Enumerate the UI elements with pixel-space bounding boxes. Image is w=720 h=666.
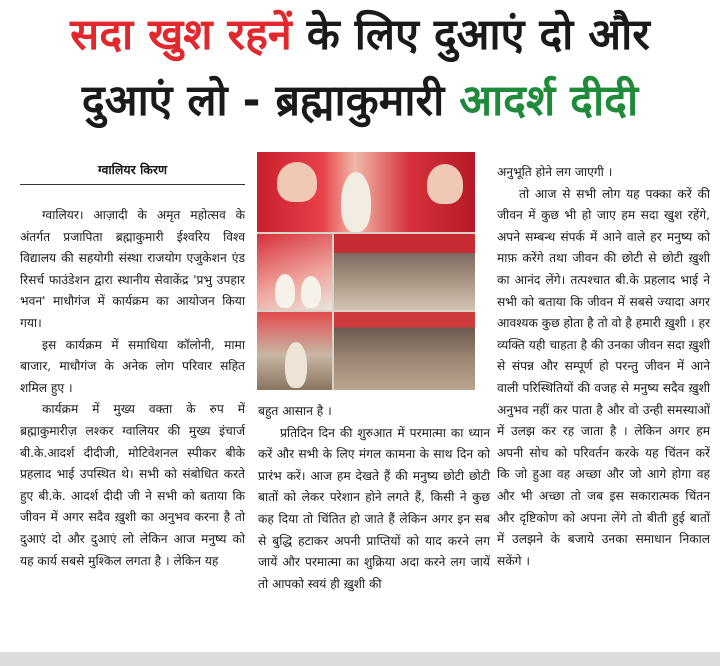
column1-paragraph: इस कार्यक्रम में समाधिया कॉलोनी, मामा बाजार, माधौगंज के अनेक लोग परिवार सहित शमिल हुए । [20,337,245,395]
article-column-2 [258,401,490,595]
headline-text-2: दुआएं लो - ब्रह्माकुमारी [81,76,460,126]
photo-portrait-guests [257,234,332,310]
headline-text-1: के लिए दुआएं दो और [291,10,650,60]
headline-highlight-green: आदर्श दीदी [459,76,639,126]
column3-paragraph: अनुभूति होने लग जाएगी । [497,165,613,179]
column2-paragraph: बहुत आसान है । [258,404,332,418]
headline-highlight-red: सदा खुश रहनें [70,10,292,60]
column2-paragraph: प्रतिदिन दिन की शुरुआत में परमात्मा का ध्यान करें और सभी के लिए मंगल कामना के साथ दिन को प्रारंभ करें। आज हम देखते हैं की मनुष्य छोटी छोटी बातों को लेकर परेशान होने लगते हैं, किसी ने कुछ कह दिया तो चिंतित हो जाते हैं लेकिन अगर इन सब से बुद्धि हटाकर अपनी प्राप्तियों को याद करने लग जायें और परमात्मा का शुक्रिया अदा करने लग जायें तो आपको स्वयं ही ख़ुशी की [258,425,490,591]
page-bottom-strip [0,652,720,666]
photo-speaker-podium [257,312,332,390]
headline-line-1 [0,10,720,60]
photo-stage-speaker [257,152,475,232]
article-column-3 [497,162,710,572]
article-column-1 [20,205,245,572]
photo-audience-seated [334,312,475,390]
headline-line-2 [0,76,720,126]
byline-divider [20,184,245,185]
column3-paragraph: तो आज से सभी लोग यह पक्का करें की जीवन में कुछ भी हो जाए हम सदा खुश रहेंगे, अपने सम्बन्ध संपर्क में आने वाले हर मनुष्य को माफ़ करेंगे तथा जीवन की छोटी से छोटी ख़ुशी का आनंद लेंगे। तत्पश्चात बी.के प्रहलाद भाई ने सभी को बताया कि जीवन में सबसे ज्यादा अगर आवश्यक कुछ होता है तो वो है हमारी ख़ुशी । हर व्यक्ति यही चाहता है की उनका जीवन सदा ख़ुशी से संपन्न और सम्पूर्ण हो परन्तु जीवन में आने वाली परिस्थितियों की वजह से मनुष्य सदैव ख़ुशी अनुभव नहीं कर पाता है और वो उन्ही समस्याओं में उलझ कर रह जाता है । लेकिन अगर हम अपनी सोच को परिवर्तन करके यह चिंतन करें कि जो हुआ वह अच्छा और जो आगे होगा वह और भी अच्छा तो जब इस सकारात्मक चिंतन और दृष्टिकोण को अपना लेंगे तो बीती हुई बातों में उलझने के बजाये उनका समाधान निकाल सकेंगे । [497,186,710,568]
column1-paragraph: कार्यक्रम में मुख्य वक्ता के रुप में ब्रह्माकुमारीज़ लश्कर ग्वालियर की मुख्य इंचार्ज बी.के.आदर्श दीदीजी, मोटिवेशनल स्पीकर बीके प्रहलाद भाई उपस्थित थे। सभी को संबोधित करते हुए बी.के. आदर्श दीदी जी ने सभी को बताया कि जीवन में अगर सदैव ख़ुशी का अनुभव करना है तो दुआएं दो और दुआएं लो लेकिन आज मनुष्य को यह कार्य सबसे मुश्किल लगता है । लेकिन यह [20,402,245,568]
photo-audience [334,234,475,310]
event-photo-collage [257,152,475,390]
byline: ग्वालियर किरण [97,162,168,177]
column1-paragraph: ग्वालियर। आज़ादी के अमृत महोत्सव के अंतर्गत प्रजापिता ब्रह्माकुमारी ईश्वरिय विश्व विद्यालय की सहयोगी संस्था राजयोग एजुकेशन एंड रिसर्च फाउंडेशन द्वारा स्थानीय सेवाकेंद्र 'प्रभु उपहार भवन' माधौगंज में कार्यक्रम का आयोजन किया गया। [20,208,245,330]
